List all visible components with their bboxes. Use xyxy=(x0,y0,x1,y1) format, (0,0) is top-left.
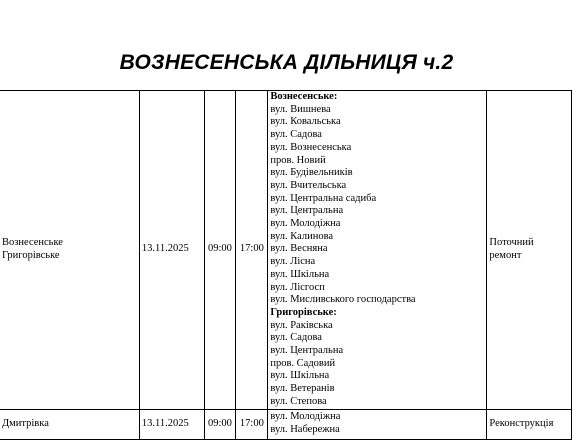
streets-cell xyxy=(268,91,487,410)
street-item: вул. Молодіжна xyxy=(270,218,341,230)
street-item: вул. Весняна xyxy=(270,243,328,255)
street-item: вул. Молодіжна xyxy=(270,411,341,423)
work-type-text: Поточний xyxy=(489,237,534,249)
street-item: вул. Садова xyxy=(270,332,322,344)
street-group-title: Григорівське: xyxy=(270,306,337,318)
street-item: пров. Садовий xyxy=(270,357,336,369)
page-title: ВОЗНЕСЕНСЬКА ДІЛЬНИЦЯ ч.2 xyxy=(119,51,454,74)
start-time-cell: 09:00 xyxy=(204,91,236,410)
street-item: вул. Вознесенська xyxy=(270,141,352,153)
date-cell: 13.11.2025 xyxy=(139,91,204,410)
street-item: вул. Ветеранів xyxy=(270,383,335,395)
work-type-cell: Реконструкція xyxy=(487,409,572,439)
street-item: вул. Калинова xyxy=(270,230,334,242)
street-item: вул. Шкільна xyxy=(270,268,330,280)
settlement-cell: Дмитрівка xyxy=(0,409,139,439)
street-item: вул. Шкільна xyxy=(270,370,330,382)
settlement-name: Вознесенське xyxy=(2,237,63,249)
street-group-title: Вознесенське: xyxy=(270,91,338,102)
street-item: вул. Степова xyxy=(270,395,327,407)
start-time-cell: 09:00 xyxy=(204,409,236,439)
street-item: вул. Набережна xyxy=(270,424,340,436)
street-item: вул. Лісгосп xyxy=(270,281,325,293)
street-item: вул. Ковальська xyxy=(270,116,341,128)
street-item: вул. Центральна xyxy=(270,345,344,357)
street-item: вул. Лісна xyxy=(270,256,316,268)
outage-schedule-table xyxy=(0,90,572,440)
end-time-cell: 17:00 xyxy=(236,409,268,439)
settlement-name: Григорівське xyxy=(2,249,60,261)
end-time-cell: 17:00 xyxy=(236,91,268,410)
street-item: вул. Вчительська xyxy=(270,179,347,191)
table-row xyxy=(0,409,572,439)
work-type-text: ремонт xyxy=(489,249,522,261)
street-item: вул. Раківська xyxy=(270,319,333,331)
street-item: вул. Садова xyxy=(270,129,322,141)
street-item: вул. Вишнева xyxy=(270,103,331,115)
streets-cell xyxy=(268,409,487,439)
street-item: вул. Мисливського господарства xyxy=(270,294,416,306)
date-cell: 13.11.2025 xyxy=(139,409,204,439)
street-item: пров. Новий xyxy=(270,154,326,166)
street-item: вул. Центральна садиба xyxy=(270,192,377,204)
table-row xyxy=(0,91,572,410)
work-type-cell xyxy=(487,91,572,410)
settlement-cell xyxy=(0,91,139,410)
street-item: вул. Будівельників xyxy=(270,167,353,179)
street-item: вул. Центральна xyxy=(270,205,344,217)
